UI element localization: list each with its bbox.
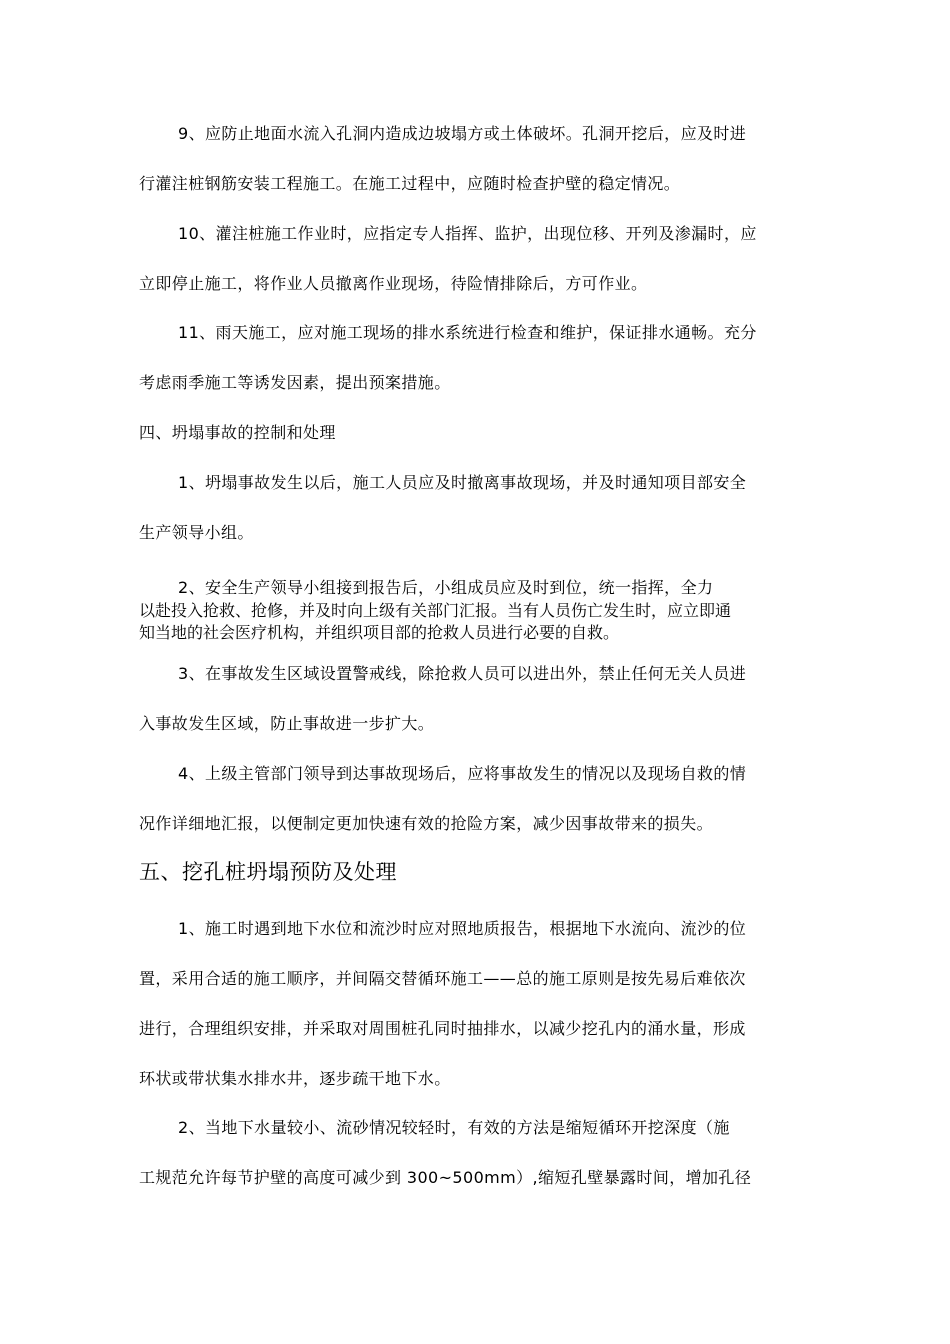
section-5-item-1-line-1: 1、施工时遇到地下水位和流沙时应对照地质报告，根据地下水流向、流沙的位: [178, 919, 747, 938]
section-4-item-4-line-2: 况作详细地汇报，以便制定更加快速有效的抢险方案，减少因事故带来的损失。: [139, 814, 714, 833]
section-4-item-4-line-1: 4、上级主管部门领导到达事故现场后，应将事故发生的情况以及现场自救的情: [178, 764, 747, 783]
section-5-item-2-line-1: 2、当地下水量较小、流砂情况较轻时，有效的方法是缩短循环开挖深度（施: [178, 1118, 730, 1137]
section-4-item-1-line-2: 生产领导小组。: [139, 523, 254, 542]
section-5-item-1-line-4: 环状或带状集水排水井，逐步疏干地下水。: [139, 1069, 451, 1088]
paragraph-10-line-1: 10、灌注桩施工作业时，应指定专人指挥、监护，出现位移、开列及渗漏时，应: [178, 224, 757, 243]
section-4-item-3-line-2: 入事故发生区域，防止事故进一步扩大。: [139, 714, 435, 733]
section-5-item-2-line-2: 工规范允许每节护壁的高度可减少到 300~500mm）,缩短孔壁暴露时间，增加孔径: [139, 1168, 752, 1187]
section-4-item-2-line-3: 知当地的社会医疗机构，并组织项目部的抢救人员进行必要的自救。: [139, 623, 620, 642]
section-5-item-1-line-3: 进行，合理组织安排，并采取对周围桩孔同时抽排水，以减少挖孔内的涌水量，形成: [139, 1019, 746, 1038]
paragraph-9-line-1: 9、应防止地面水流入孔洞内造成边坡塌方或土体破坏。孔洞开挖后，应及时进: [178, 124, 747, 143]
paragraph-11-line-2: 考虑雨季施工等诱发因素，提出预案措施。: [139, 373, 451, 392]
paragraph-11-line-1: 11、雨天施工，应对施工现场的排水系统进行检查和维护，保证排水通畅。充分: [178, 323, 757, 342]
section-heading-5: 五、挖孔桩坍塌预防及处理: [139, 860, 397, 884]
section-4-item-2-line-2: 以赴投入抢救、抢修，并及时向上级有关部门汇报。当有人员伤亡发生时，应立即通: [139, 601, 732, 620]
section-4-item-3-line-1: 3、在事故发生区域设置警戒线，除抢救人员可以进出外，禁止任何无关人员进: [178, 664, 747, 683]
section-5-item-1-line-2: 置，采用合适的施工顺序，并间隔交替循环施工——总的施工原则是按先易后难依次: [139, 969, 746, 988]
paragraph-10-line-2: 立即停止施工，将作业人员撤离作业现场，待险情排除后，方可作业。: [139, 274, 648, 293]
section-4-item-1-line-1: 1、坍塌事故发生以后，施工人员应及时撤离事故现场，并及时通知项目部安全: [178, 473, 747, 492]
paragraph-9-line-2: 行灌注桩钢筋安装工程施工。在施工过程中，应随时检查护壁的稳定情况。: [139, 174, 681, 193]
section-heading-4: 四、坍塌事故的控制和处理: [139, 423, 336, 442]
section-4-item-2-line-1: 2、安全生产领导小组接到报告后，小组成员应及时到位，统一指挥，全力: [178, 578, 714, 597]
